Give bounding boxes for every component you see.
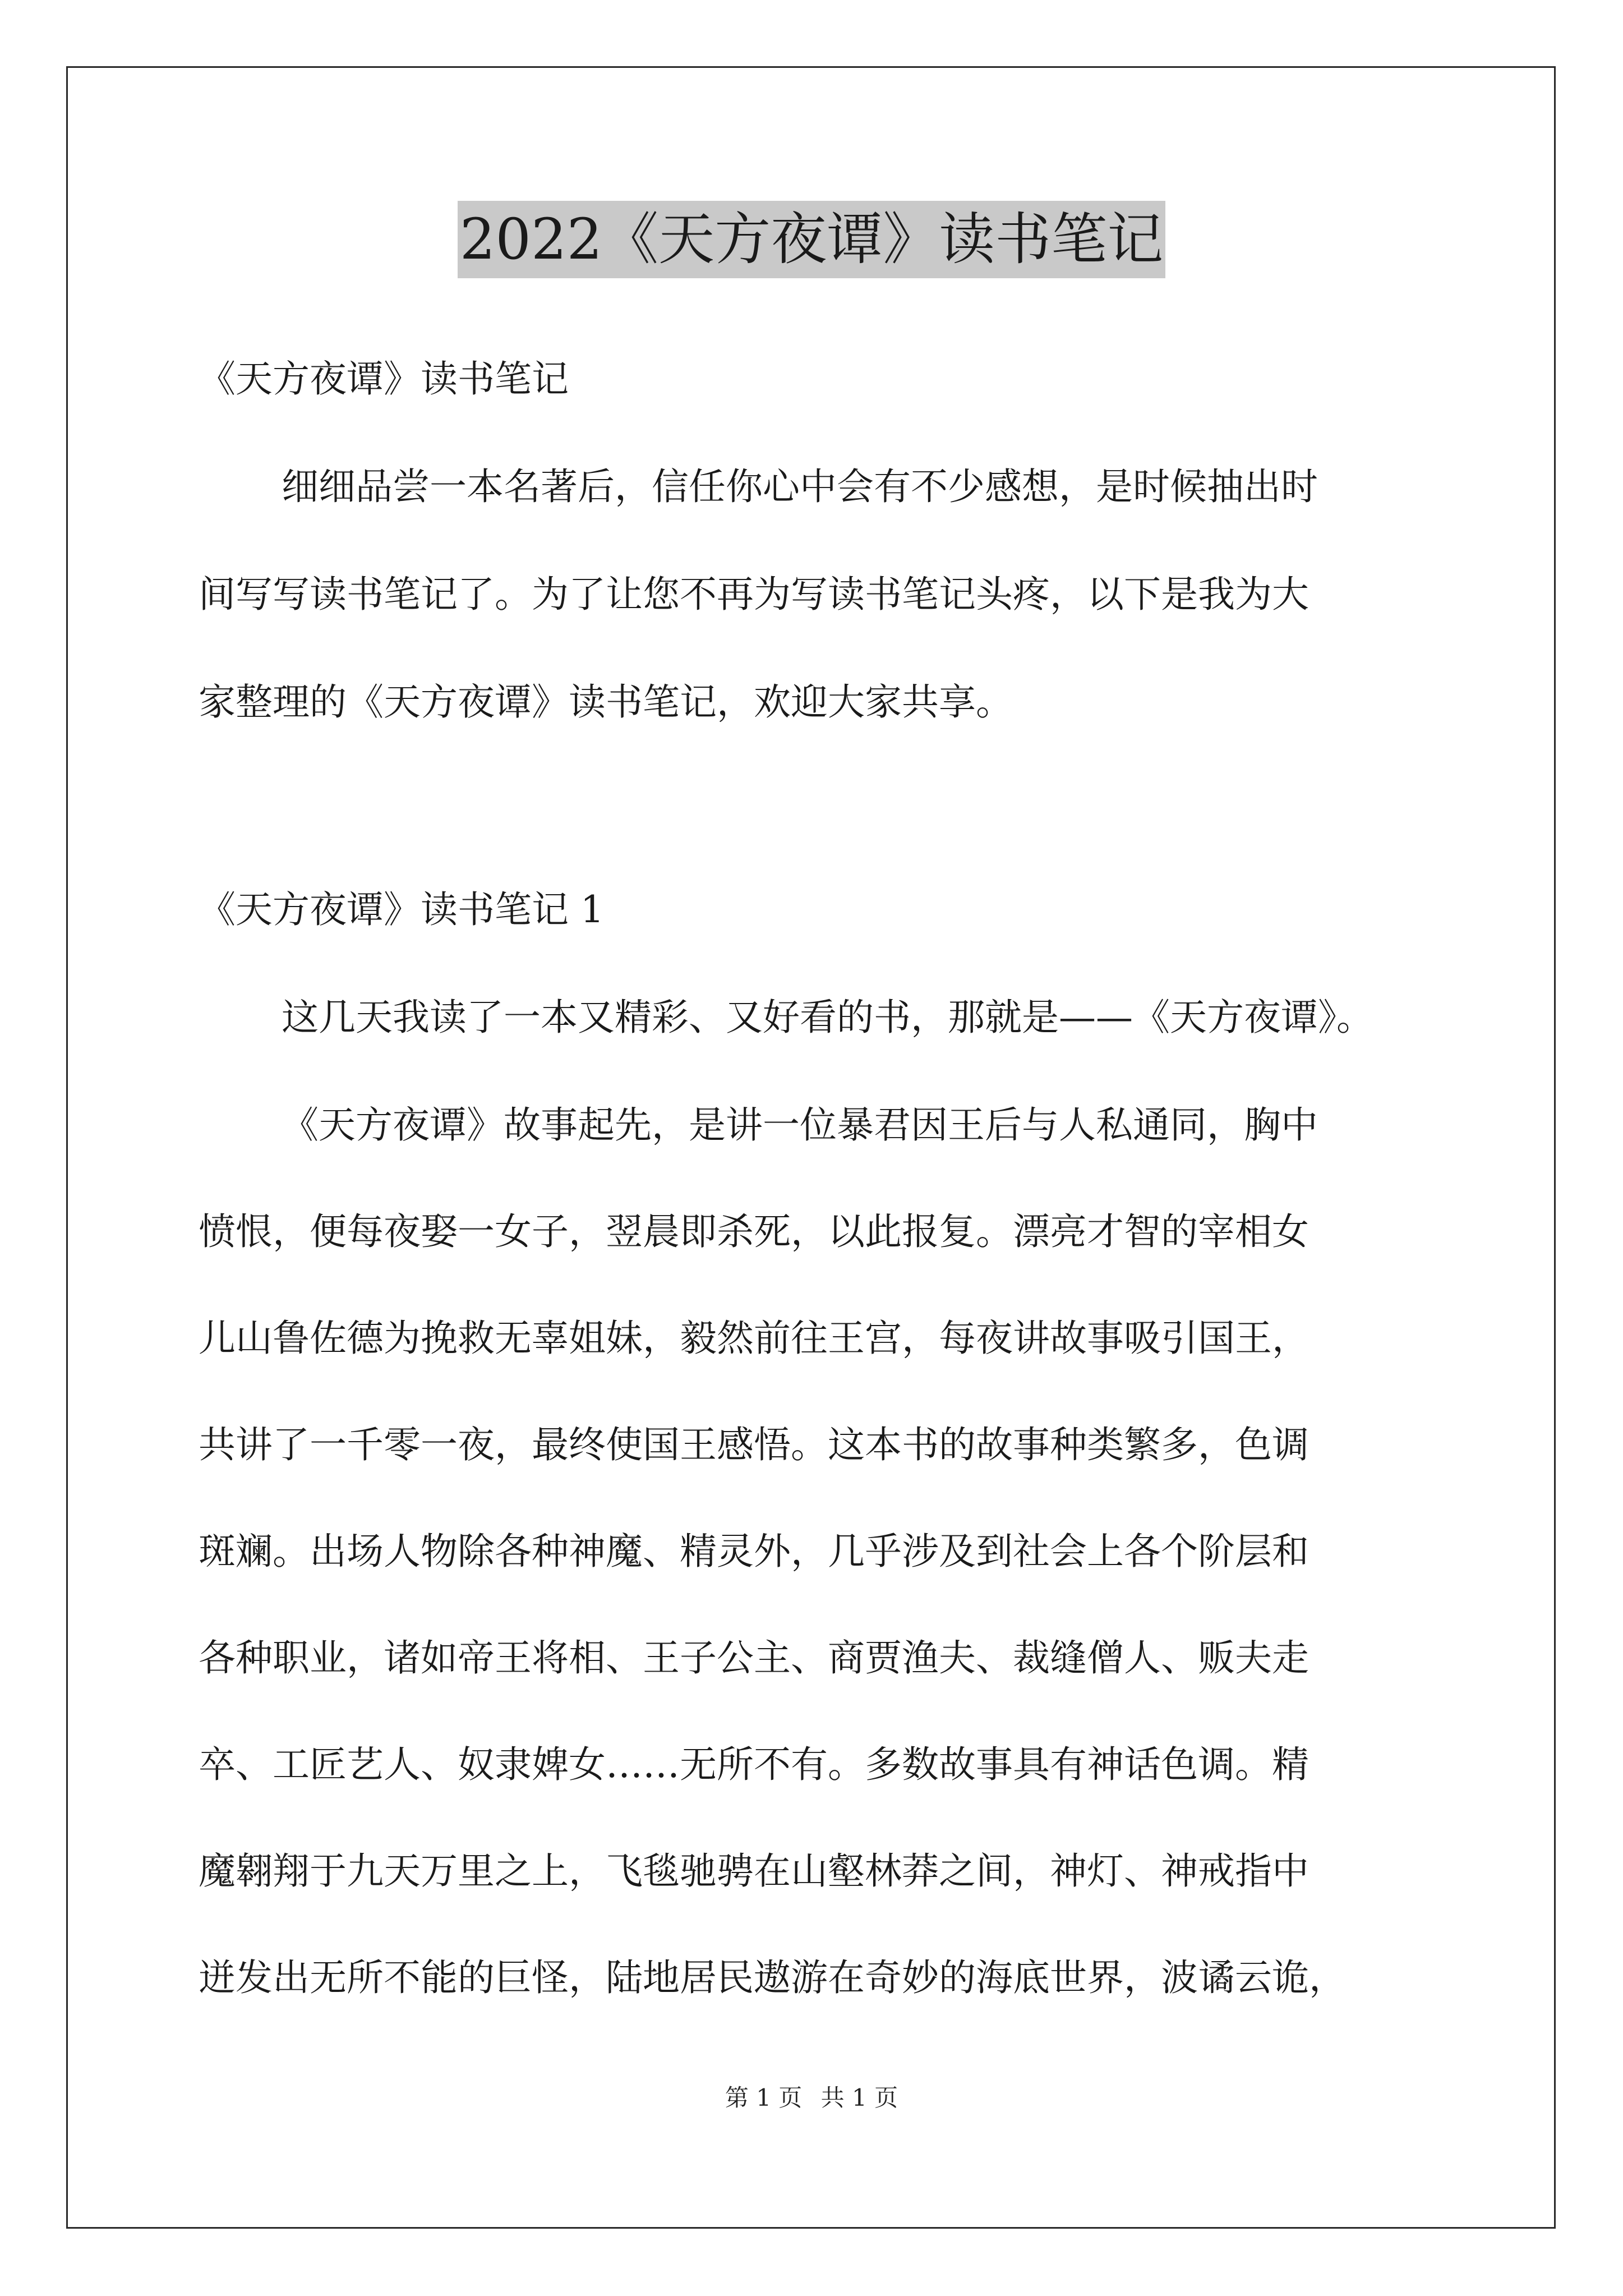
paragraph-line: 卒、工匠艺人、奴隶婢女……无所不有。多数故事具有神话色调。精 xyxy=(199,1743,1309,1786)
paragraph-line: 迸发出无所不能的巨怪，陆地居民遨游在奇妙的海底世界，波谲云诡， xyxy=(199,1956,1346,1999)
section-heading: 《天方夜谭》读书笔记 1 xyxy=(199,888,604,931)
paragraph-line: 各种职业，诸如帝王将相、王子公主、商贾渔夫、裁缝僧人、贩夫走 xyxy=(199,1636,1309,1680)
paragraph-line: 愤恨，便每夜娶一女子，翌晨即杀死，以此报复。漂亮才智的宰相女 xyxy=(199,1210,1309,1253)
paragraph-line: 共讲了一千零一夜，最终使国王感悟。这本书的故事种类繁多，色调 xyxy=(199,1423,1309,1466)
intro-line: 细细品尝一本名著后，信任你心中会有不少感想，是时候抽出时 xyxy=(282,465,1318,508)
paragraph-line: 这几天我读了一本又精彩、又好看的书，那就是——《天方夜谭》。 xyxy=(282,996,1373,1039)
paragraph-line: 儿山鲁佐德为挽救无辜姐妹，毅然前往王宫，每夜讲故事吸引国王， xyxy=(199,1317,1309,1360)
document-subtitle: 《天方夜谭》读书笔记 xyxy=(199,357,569,401)
paragraph-line: 《天方夜谭》故事起先，是讲一位暴君因王后与人私通同，胸中 xyxy=(282,1103,1318,1147)
document-title: 2022《天方夜谭》读书笔记 xyxy=(458,201,1166,278)
page-total: 共 1 页 xyxy=(820,2084,898,2111)
paragraph-line: 斑斓。出场人物除各种神魔、精灵外，几乎涉及到社会上各个阶层和 xyxy=(199,1530,1309,1573)
page-number: 第 1 页 xyxy=(725,2084,803,2111)
intro-line: 家整理的《天方夜谭》读书笔记，欢迎大家共享。 xyxy=(199,680,1013,724)
page-footer xyxy=(0,2081,1623,2115)
intro-line: 间写写读书笔记了。为了让您不再为写读书笔记头疼，以下是我为大 xyxy=(199,573,1309,616)
paragraph-line: 魔翱翔于九天万里之上，飞毯驰骋在山壑林莽之间，神灯、神戒指中 xyxy=(199,1849,1309,1893)
title-container xyxy=(0,201,1623,278)
